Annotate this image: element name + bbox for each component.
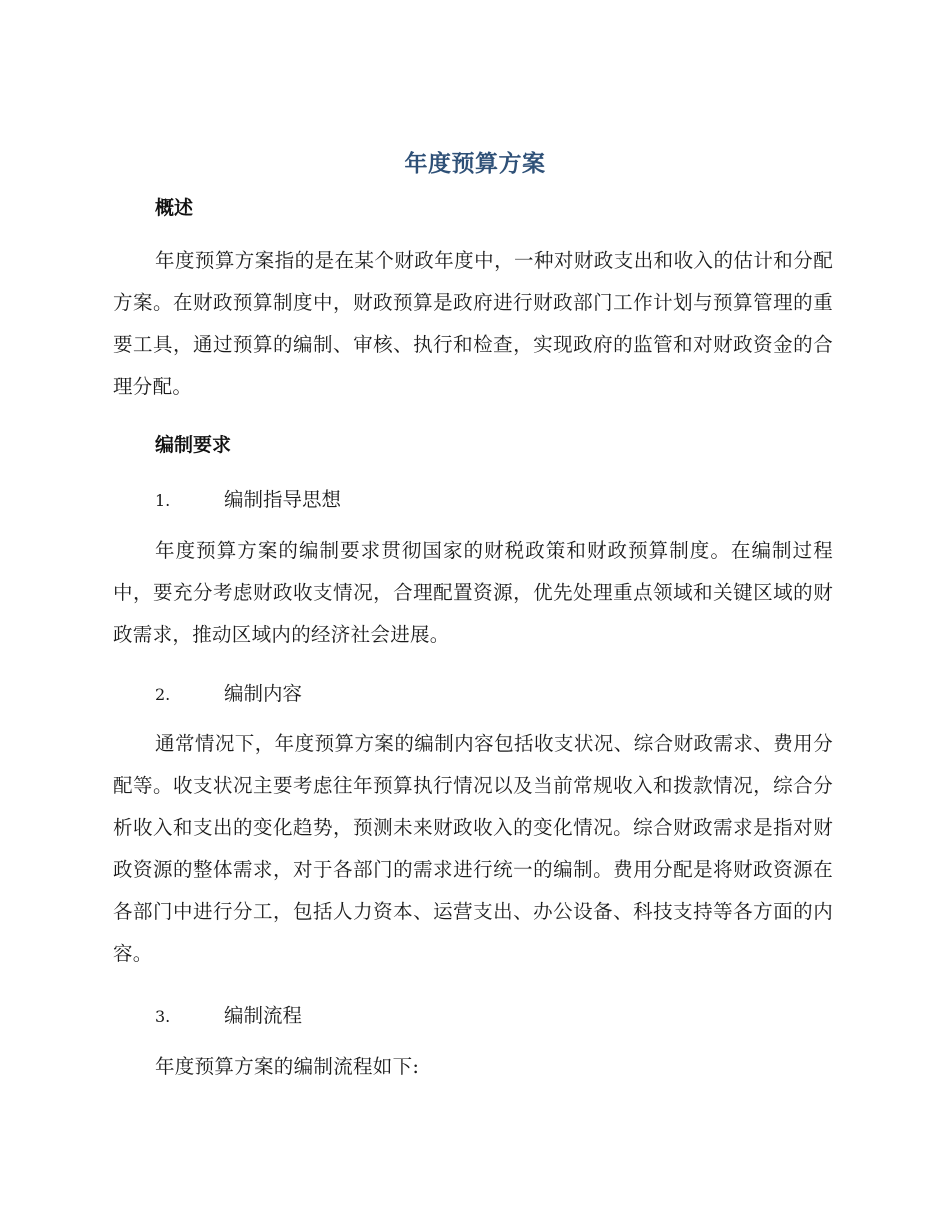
list-number: 2. [155, 685, 171, 704]
process-paragraph: 年度预算方案的编制流程如下: [155, 1055, 420, 1078]
list-item-guiding-thought [155, 484, 341, 512]
list-label: 编制指导思想 [224, 488, 342, 511]
list-label: 编制内容 [224, 682, 303, 705]
section-heading-overview: 概述 [155, 197, 194, 219]
list-item-content [155, 678, 302, 706]
list-item-process [155, 1000, 302, 1028]
list-number: 1. [155, 491, 171, 510]
section-heading-requirements: 编制要求 [155, 434, 232, 456]
overview-paragraph: 年度预算方案指的是在某个财政年度中，一种对财政支出和收入的估计和分配方案。在财政预算制度中，财政预算是政府进行财政部门工作计划与预算管理的重要工具，通过预算的编制、审核、执行和检查，实现政府的监管和对财政资金的合理分配。 [113, 249, 833, 398]
guiding-thought-paragraph: 年度预算方案的编制要求贯彻国家的财税政策和财政预算制度。在编制过程中，要充分考虑财政收支情况，合理配置资源，优先处理重点领域和关键区域的财政需求，推动区域内的经济社会进展。 [113, 539, 833, 646]
document-title: 年度预算方案 [404, 151, 546, 177]
list-number: 3. [155, 1007, 171, 1026]
list-label: 编制流程 [224, 1004, 303, 1027]
content-paragraph: 通常情况下，年度预算方案的编制内容包括收支状况、综合财政需求、费用分配等。收支状况主要考虑往年预算执行情况以及当前常规收入和拨款情况，综合分析收入和支出的变化趋势，预测未来财政收入的变化情况。综合财政需求是指对财政资源的整体需求，对于各部门的需求进行统一的编制。费用分配是将财政资源在各部门中进行分工，包括人力资本、运营支出、办公设备、科技支持等各方面的内容。 [113, 732, 833, 965]
